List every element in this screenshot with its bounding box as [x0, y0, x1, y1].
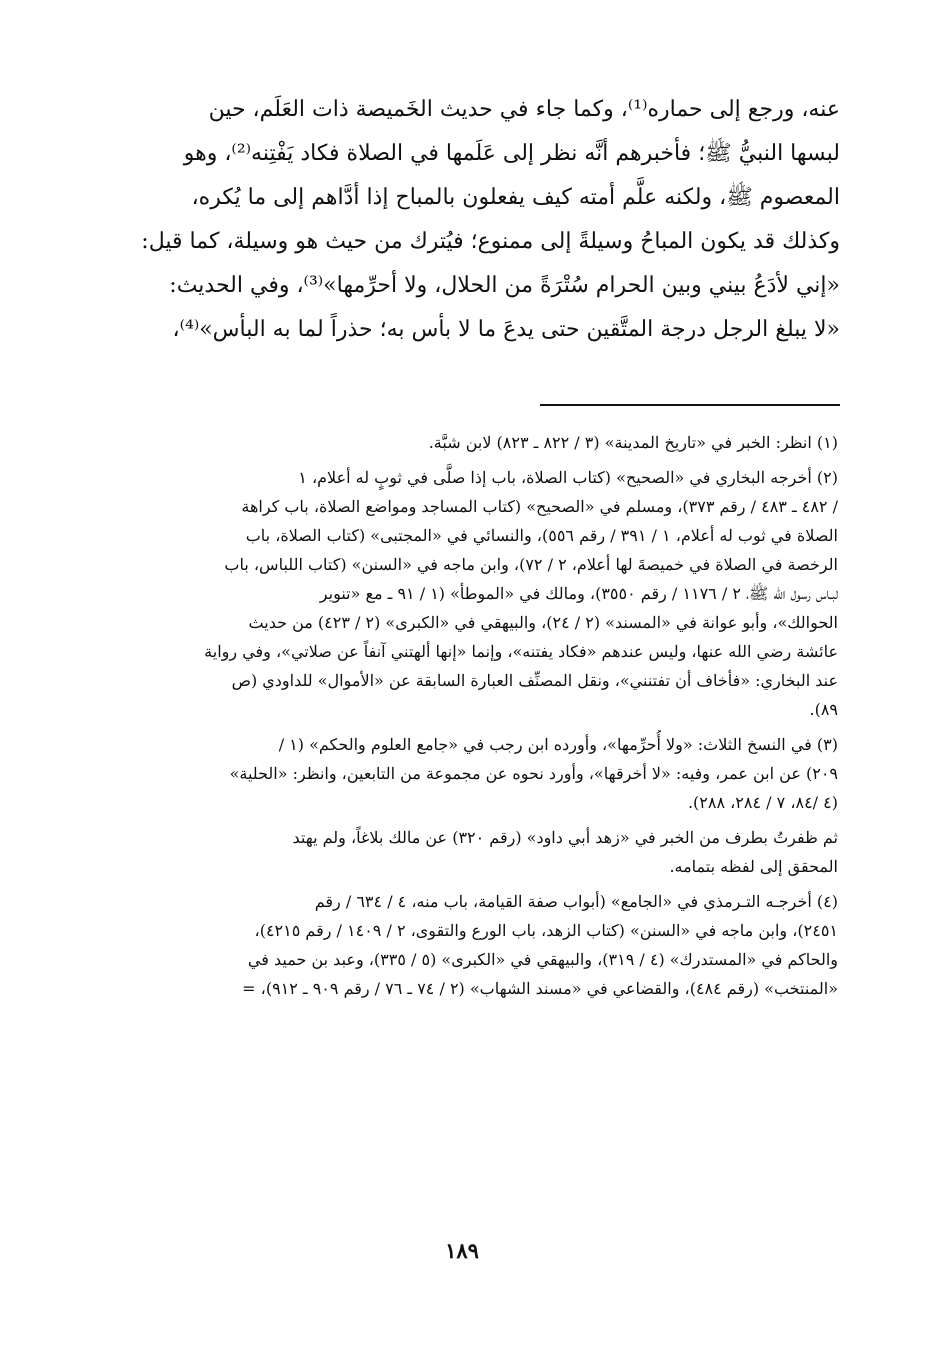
- footnote-line: والحاكم في «المستدرك» (٤ / ٣١٩)، والبيهقي في «الكبرى» (٥ / ٣٣٥)، وعبد بن حميد في: [247, 950, 838, 969]
- page-number: ١٨٩: [445, 1238, 479, 1263]
- footnote-line: (٤) أخرجـه التـرمذي في «الجامع» (أبواب صفة القيامة، باب منه، ٤ / ٦٣٤ / رقم: [314, 892, 838, 911]
- footnotes-block: [110, 428, 838, 1009]
- footnote-line: (٣) في النسخ الثلاث: «ولا أُحرِّمها»، وأورده ابن رجب في «جامع العلوم والحكم» (١ /: [278, 735, 838, 754]
- footnote-line: / ٤٨٢ ـ ٤٨٣ / رقم ٣٧٣)، ومسلم في «الصحيح» (كتاب المساجد ومواضع الصلاة، باب كراهة: [241, 497, 838, 516]
- footnote-3-addendum: [110, 823, 838, 881]
- footnote-line: (٤ /٨٤، ٧ / ٢٨٤، ٢٨٨).: [687, 793, 838, 812]
- footnote-line: ٢٠٩) عن ابن عمر، وفيه: «لا أخرقها»، وأورد نحوه عن مجموعة من التابعين، وانظر: «الحلية»: [229, 764, 838, 783]
- footnote-line: الرخصة في الصلاة في خميصةَ لها أعلام، ٢ / ٧٢)، وابن ماجه في «السنن» (كتاب اللباس، باب: [224, 555, 838, 574]
- footnote-line: عائشة رضي الله عنها، وليس عندهم «فكاد يفتنه»، وإنما «إنها ألهتني آنفاً عن صلاتي»، وفي رواية: [204, 642, 838, 661]
- main-text-line: «إني لأدَعُ بيني وبين الحرام سُتْرَةً من الحلال، ولا أحرِّمها»⁽³⁾، وفي الحديث:: [169, 273, 840, 298]
- main-text-line: عنه، ورجع إلى حماره⁽¹⁾، وكما جاء في حديث الخَميصة ذات العَلَم، حين: [208, 97, 840, 122]
- footnote-line: «المنتخب» (رقم ٤٨٤)، والقضاعي في «مسند الشهاب» (٢ / ٧٤ ـ ٧٦ / رقم ٩٠٩ ـ ٩١٢)، =: [242, 979, 838, 998]
- main-text-line: وكذلك قد يكون المباحُ وسيلةً إلى ممنوع؛ فيُترك من حيث هو وسيلة، كما قيل:: [141, 229, 840, 254]
- footnote-line: ٨٩).: [809, 700, 838, 719]
- footnote-4: [110, 887, 838, 1003]
- footnote-separator: [540, 404, 840, 406]
- footnote-2: [110, 463, 838, 724]
- footnote-line: ثم ظفرتُ بطرف من الخبر في «زهد أبي داود» (رقم ٣٢٠) عن مالك بلاغاً، ولم يهتد: [292, 828, 838, 847]
- footnote-line: عند البخاري: «فأخاف أن تفتنني»، ونقل المصنِّف العبارة السابقة عن «الأموال» للداودي (ص: [231, 671, 838, 690]
- main-text-block: [128, 88, 840, 352]
- main-text-line: «لا يبلغ الرجل درجة المتَّقين حتى يدعَ ما لا بأس به؛ حذراً لما به البأس»⁽⁴⁾،: [172, 317, 840, 342]
- footnote-line: ٢٤٥١)، وابن ماجه في «السنن» (كتاب الزهد، باب الورع والتقوى، ٢ / ١٤٠٩ / رقم ٤٢١٥)،: [254, 921, 838, 940]
- footnote-line: (٢) أخرجه البخاري في «الصحيح» (كتاب الصلاة، باب إذا صلَّى في ثوبٍ له أعلام، ١: [298, 468, 838, 487]
- main-text-line: المعصوم ﷺ، ولكنه علَّم أمته كيف يفعلون بالمباح إذا أدَّاهم إلى ما يُكره،: [191, 185, 840, 210]
- footnote-line: الحوالك»، وأبو عوانة في «المسند» (٢ / ٢٤)، والبيهقي في «الكبرى» (٢ / ٤٢٣) من حديث: [248, 613, 838, 632]
- footnote-line: (١) انظر: الخبر في «تاريخ المدينة» (٣ / ٨٢٢ ـ ٨٢٣) لابن شبَّة.: [428, 433, 838, 452]
- footnote-line: المحقق إلى لفظه بتمامه.: [669, 857, 838, 876]
- main-text-line: لبسها النبيُّ ﷺ؛ فأخبرهم أنَّه نظر إلى عَلَمها في الصلاة فكاد يَفْتِنه⁽²⁾، وهو: [183, 141, 840, 166]
- footnote-1: [110, 428, 838, 457]
- footnote-line: لبـاس رسول الله ﷺ، ٢ / ١١٧٦ / رقم ٣٥٥٠)، ومالك في «الموطأ» (١ / ٩١ ـ مع «تنوير: [319, 584, 838, 603]
- footnote-3: [110, 730, 838, 817]
- footnote-line: الصلاة في ثوب له أعلام، ١ / ٣٩١ / رقم ٥٥٦)، والنسائي في «المجتبى» (كتاب الصلاة، باب: [245, 526, 838, 545]
